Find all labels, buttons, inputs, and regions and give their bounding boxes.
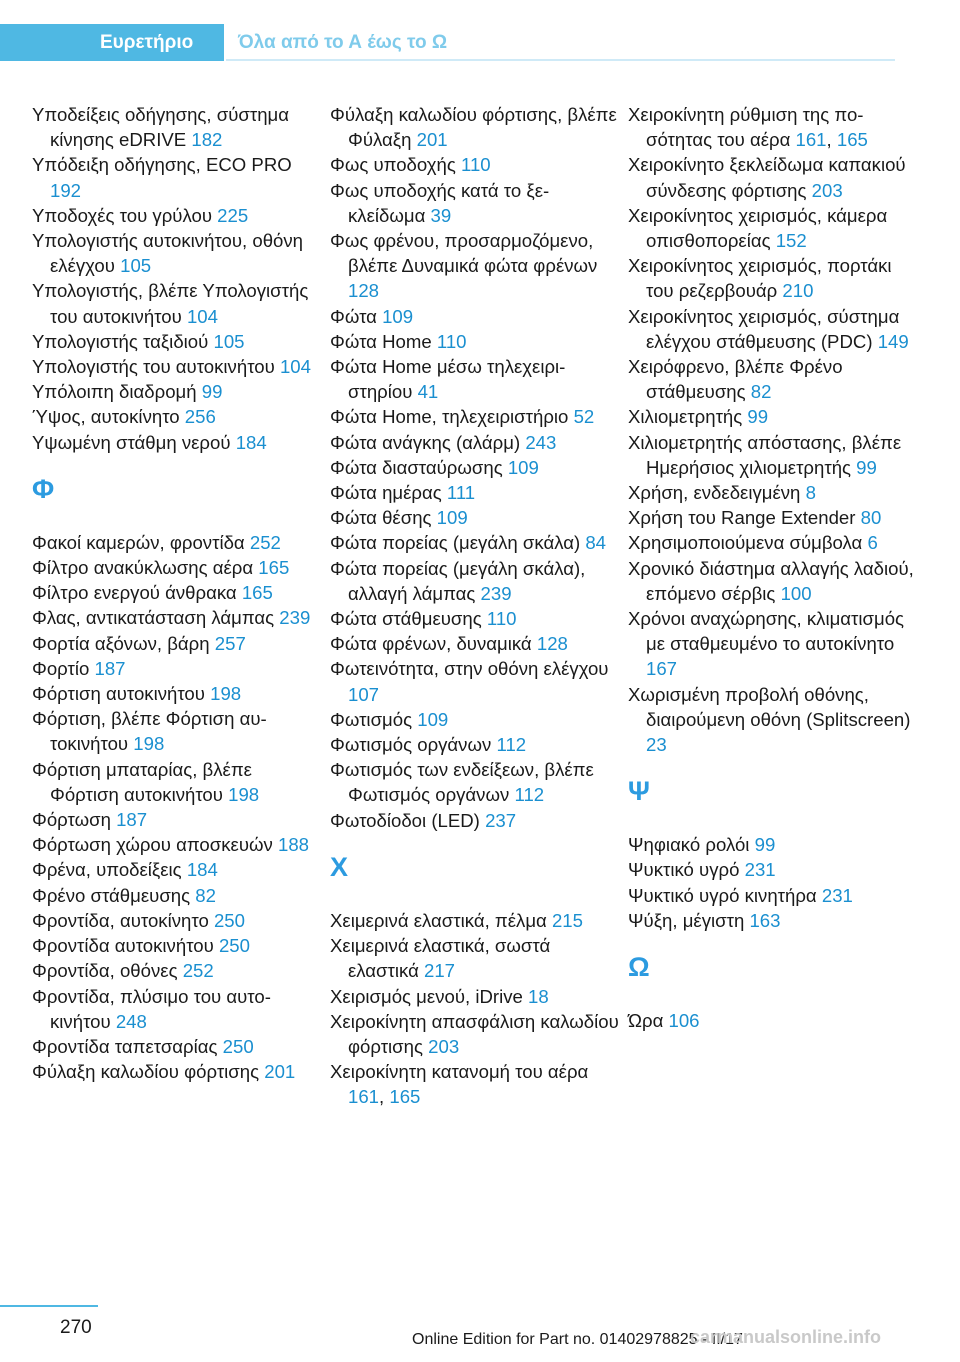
index-entry [32, 530, 322, 555]
index-entry [32, 1034, 322, 1059]
index-entry [330, 329, 620, 354]
index-entry [628, 832, 918, 857]
page-reference-link[interactable]: 23 [646, 734, 667, 756]
index-entry-text: Φορτία αξόνων, βάρη [32, 632, 210, 654]
index-entry [32, 631, 322, 656]
index-entry-text: Φωτισμός οργάνων [330, 734, 492, 756]
index-entry [330, 480, 620, 505]
index-entry [330, 606, 620, 631]
page-reference-link[interactable]: 250 [218, 935, 250, 957]
index-column-2 [330, 102, 620, 1110]
page-reference-link[interactable]: 250 [222, 1035, 254, 1057]
index-entry [32, 102, 322, 152]
page-reference-link[interactable]: 99 [747, 406, 769, 428]
page-reference-link[interactable]: 225 [217, 204, 249, 226]
index-entry-text: Χειρόφρενο, βλέπε Φρένο στάθμευσης [628, 356, 843, 403]
index-entry-text: Φώτα Home μέσω τηλεχειριστηρίου [330, 356, 566, 403]
index-entry [32, 228, 322, 278]
index-entry [32, 656, 322, 681]
page-reference-link[interactable]: 198 [133, 733, 165, 755]
index-entry-text: Υποδείξεις οδήγησης, σύστημα κίνησης eDRIVE [32, 104, 289, 151]
index-entry: Χειροκίνητη ρύθμιση της ποσότητας του αέρα 161, 165 [628, 104, 868, 151]
index-entry [32, 908, 322, 933]
index-entry-text: Φως υποδοχής [330, 154, 456, 176]
index-entry-text: Φίλτρο ενεργού άνθρακα [32, 582, 237, 604]
page-reference-link[interactable]: 106 [668, 1010, 700, 1032]
index-entry-text: Φώτα θέσης [330, 507, 432, 529]
index-entry [32, 857, 322, 882]
page-reference-link[interactable]: 167 [646, 658, 678, 680]
index-entry [32, 681, 322, 706]
page-reference-link[interactable]: 198 [228, 783, 260, 805]
index-entry [628, 556, 918, 606]
index-entry-text: Φροντίδα, πλύσιμο του αυτοκινήτου [32, 985, 271, 1032]
index-entry [32, 152, 322, 202]
index-entry [330, 656, 620, 706]
index-entry [32, 832, 322, 857]
index-entry-text: Φώτα φρένων, δυναμικά [330, 633, 532, 655]
index-entry [32, 354, 322, 379]
page-reference-link[interactable]: 84 [585, 532, 607, 554]
page-reference-link[interactable]: 105 [213, 330, 245, 352]
index-entry [628, 304, 918, 354]
index-entry: Χειροκίνητη κατανομή του αέρα 161, 165 [330, 1061, 589, 1108]
index-entry-text: Χειροκίνητη απασφάλιση καλωδίου φόρτισης [330, 1010, 619, 1057]
index-entry [32, 555, 322, 580]
index-entry [330, 933, 620, 983]
page-reference-link[interactable]: 203 [428, 1035, 460, 1057]
index-entry [330, 178, 620, 228]
index-entry [628, 857, 918, 882]
page-reference-link[interactable]: 182 [191, 129, 223, 151]
index-entry [628, 606, 918, 682]
page-reference-link[interactable]: 184 [235, 431, 267, 453]
page-reference-link[interactable]: 215 [551, 909, 583, 931]
index-entry [628, 682, 918, 758]
index-entry-text: Φώτα διασταύρωσης [330, 456, 503, 478]
page-reference-link[interactable]: 82 [195, 884, 216, 906]
page-reference-link[interactable]: 128 [536, 633, 568, 655]
index-entry-text: Φώτα πορείας (μεγάλη σκάλα), αλλαγή λάμπας [330, 557, 586, 604]
page-reference-link[interactable]: 107 [348, 683, 380, 705]
index-entry-text: Υπολογιστής του αυτοκινήτου [32, 356, 275, 378]
edition-note: Online Edition for Part no. 01402978825 - II/17 [412, 1331, 743, 1348]
page-reference-link[interactable]: 256 [184, 406, 216, 428]
page-reference-link[interactable]: 201 [264, 1061, 296, 1083]
header-subtitle-tab[interactable] [226, 24, 895, 61]
index-entry [32, 379, 322, 404]
page-reference-link[interactable]: 39 [430, 204, 452, 226]
index-entry-text: Φροντίδα αυτοκινήτου [32, 935, 214, 957]
page-reference-link[interactable]: 163 [749, 909, 781, 931]
index-entry [330, 757, 620, 807]
page-reference-link[interactable]: 104 [186, 305, 218, 327]
index-entry [32, 404, 322, 429]
index-entry [32, 329, 322, 354]
page-reference-link[interactable]: 112 [496, 734, 527, 756]
page-reference-link[interactable]: 105 [120, 255, 152, 277]
index-entry-text: Φώτα Home [330, 330, 432, 352]
index-entry-text: Ψυκτικό υγρό κινητήρα [628, 884, 817, 906]
index-entry [32, 278, 322, 328]
index-entry-text: Χρόνοι αναχώρησης, κλιματισμός με σταθμευμένο το αυτοκίνητο [628, 608, 905, 655]
index-entry [330, 354, 620, 404]
index-entry-text: Ώρα [628, 1010, 664, 1032]
page-reference-link[interactable]: 243 [525, 431, 557, 453]
index-entry-text: Φροντίδα, οθόνες [32, 960, 178, 982]
page-reference-link[interactable]: 110 [486, 608, 517, 630]
index-entry [628, 908, 918, 933]
index-entry [628, 530, 918, 555]
index-entry-text: Υπόδειξη οδήγησης, ECO PRO [32, 154, 292, 176]
index-entry-text: Χειροκίνητη κατανομή του αέρα [330, 1061, 589, 1083]
index-entry [32, 757, 322, 807]
page-reference-link[interactable]: 41 [417, 381, 439, 403]
index-entry [330, 908, 620, 933]
index-entry [628, 1008, 918, 1033]
index-entry [330, 732, 620, 757]
index-entry [628, 883, 918, 908]
index-column-1 [32, 102, 322, 1084]
index-entry-text: Φύλαξη καλωδίου φόρτισης, βλέπε Φύλαξη [330, 104, 617, 151]
index-entry-text: Χρησιμοποιούμενα σύμβολα [628, 532, 863, 554]
page-reference-link[interactable]: 165 [258, 557, 290, 579]
index-letter-heading: Χ [330, 851, 349, 882]
index-entry [628, 480, 918, 505]
index-entry [628, 253, 918, 303]
page-number: 270 [60, 1317, 92, 1338]
index-entry-text: Φροντίδα ταπετσαρίας [32, 1035, 218, 1057]
page-reference-link[interactable]: 203 [811, 179, 843, 201]
page-reference-link[interactable]: 231 [821, 884, 853, 906]
index-entry [628, 354, 918, 404]
page-reference-link[interactable]: 257 [214, 632, 246, 654]
page-reference-link[interactable]: 187 [94, 657, 126, 679]
page-reference-link[interactable]: 161 [348, 1086, 380, 1108]
index-letter-heading: Ψ [628, 776, 650, 807]
index-entry-text: Φόρτωση χώρου αποσκευών [32, 834, 273, 856]
index-entry-text: Φώτα Home, τηλεχειριστήριο [330, 406, 569, 428]
page-reference-link[interactable]: 82 [750, 381, 772, 403]
page-reference-link[interactable]: 109 [382, 305, 414, 327]
page-reference-link[interactable]: 104 [279, 356, 311, 378]
page-reference-link[interactable]: 165 [389, 1086, 421, 1108]
index-entry-text: Φίλτρο ανακύκλωσης αέρα [32, 557, 254, 579]
page-reference-link[interactable]: 109 [507, 456, 539, 478]
index-entry-text: Φώτα πορείας (μεγάλη σκάλα) [330, 532, 581, 554]
page-reference-link[interactable]: 110 [460, 154, 491, 176]
page-reference-link[interactable]: 99 [201, 381, 223, 403]
page-reference-link[interactable]: 165 [241, 582, 273, 604]
index-entry [330, 631, 620, 656]
index-entry-text: Φροντίδα, αυτοκίνητο [32, 909, 209, 931]
page-reference-link[interactable]: 184 [186, 859, 218, 881]
index-entry-text: Χρήση του Range Extender [628, 507, 856, 529]
index-entry-text: Χιλιομετρητής απόστασης, βλέπε Ημερήσιος χιλιομετρητής [628, 431, 902, 478]
index-letter-heading: Φ [32, 473, 55, 504]
index-entry-text: Ψηφιακό ρολόι [628, 834, 750, 856]
index-entry-text: Υπόλοιπη διαδρομή [32, 381, 197, 403]
page-reference-link[interactable]: 109 [417, 708, 449, 730]
index-entry [628, 203, 918, 253]
index-entry-text: Φώτα ημέρας [330, 482, 442, 504]
index-entry-text: Χρήση, ενδεδειγμένη [628, 482, 801, 504]
index-entry-text: Φωτισμός των ενδείξεων, βλέπε Φωτισμός οργάνων [330, 759, 594, 806]
footer-accent-line [0, 1305, 98, 1307]
page-reference-link[interactable]: 6 [867, 532, 878, 554]
page-reference-link[interactable]: 52 [573, 406, 595, 428]
index-entry [628, 404, 918, 429]
index-entry [330, 505, 620, 530]
page-reference-link[interactable]: 239 [480, 582, 512, 604]
index-entry [32, 883, 322, 908]
page-reference-link[interactable]: 112 [514, 784, 545, 806]
index-entry-text: Χειροκίνητος χειρισμός, σύστημα ελέγχου στάθμευσης (PDC) [628, 305, 900, 352]
index-entry-text: Φόρτιση αυτοκινήτου [32, 683, 205, 705]
index-entry-text: Φακοί καμερών, φροντίδα [32, 531, 245, 553]
page-reference-link[interactable]: 109 [436, 507, 468, 529]
page-reference-link[interactable]: 231 [744, 859, 776, 881]
index-entry [330, 530, 620, 555]
index-entry-text: Φως φρένου, προσαρμοζόμενο, βλέπε Δυναμικά φώτα φρένων [330, 230, 598, 277]
page-reference-link[interactable]: 99 [754, 834, 776, 856]
index-entry [330, 404, 620, 429]
index-entry-text: Ψυκτικό υγρό [628, 859, 740, 881]
index-entry [628, 430, 918, 480]
index-entry [32, 984, 322, 1034]
page-reference-link[interactable]: 8 [805, 482, 816, 504]
page-reference-link[interactable]: 100 [780, 582, 812, 604]
index-entry [330, 455, 620, 480]
header-section-label: Ευρετήριο [100, 32, 194, 53]
page-reference-link[interactable]: 161 [795, 129, 827, 151]
page-reference-link[interactable]: 128 [348, 280, 380, 302]
page-reference-link[interactable]: 198 [210, 683, 242, 705]
index-entry [330, 707, 620, 732]
index-entry [628, 505, 918, 530]
index-letter-heading: Ω [628, 952, 650, 983]
index-entry-text: Χρονικό διάστημα αλλαγής λαδιού, επόμενο σέρβις [628, 557, 914, 604]
page-reference-link[interactable]: 201 [416, 129, 448, 151]
page-reference-link[interactable]: 250 [213, 909, 245, 931]
index-entry-text: Χειροκίνητο ξεκλείδωμα καπακιού σύνδεσης φόρτισης [628, 154, 906, 201]
page-reference-link[interactable]: 210 [782, 280, 814, 302]
index-entry [330, 808, 620, 833]
index-entry-text: Φόρτιση, βλέπε Φόρτιση αυτοκινήτου [32, 708, 267, 755]
index-entry-text: Φορτίο [32, 657, 90, 679]
index-entry-text: Φόρτωση [32, 809, 111, 831]
index-entry [330, 984, 620, 1009]
index-entry-text: Χειρισμός μενού, iDrive [330, 985, 523, 1007]
index-entry-text: Φώτα ανάγκης (αλάρμ) [330, 431, 521, 453]
index-entry [628, 152, 918, 202]
index-entry-text: Φύλαξη καλωδίου φόρτισης [32, 1061, 260, 1083]
index-entry [32, 605, 322, 630]
index-entry-text: Φρένα, υποδείξεις [32, 859, 182, 881]
index-entry [330, 1009, 620, 1059]
page-reference-link[interactable]: 252 [182, 960, 214, 982]
index-entry-text: Φωτεινότητα, στην οθόνη ελέγχου [330, 658, 609, 680]
index-entry [330, 102, 620, 152]
index-entry [32, 958, 322, 983]
index-entry-text: Υπολογιστής ταξιδιού [32, 330, 209, 352]
index-entry [32, 706, 322, 756]
index-entry [32, 203, 322, 228]
index-entry-text: Υψωμένη στάθμη νερού [32, 431, 231, 453]
index-entry-text: Φωτισμός [330, 708, 413, 730]
index-entry-text: Φόρτιση μπαταρίας, βλέπε Φόρτιση αυτοκινήτου [32, 758, 252, 805]
index-entry-text: Υπολογιστής αυτοκινήτου, οθόνη ελέγχου [32, 230, 304, 277]
index-entry [330, 304, 620, 329]
page-reference-link[interactable]: 111 [446, 482, 476, 504]
index-entry-text: Ψύξη, μέγιστη [628, 909, 745, 931]
page-reference-link[interactable]: 192 [50, 179, 82, 201]
page-reference-link[interactable]: 237 [485, 809, 517, 831]
index-entry-text: Χειροκίνητη ρύθμιση της ποσότητας του αέρα [628, 104, 864, 151]
index-entry-text: Χωρισμένη προβολή οθόνης, διαιρούμενη οθόνη (Splitscreen) [628, 683, 911, 730]
header-subtitle-label: Όλα από το Α έως το Ω [238, 32, 448, 53]
page-reference-link[interactable]: 187 [116, 809, 148, 831]
page-reference-link[interactable]: 18 [528, 985, 549, 1007]
index-entry-text: Φώτα [330, 305, 377, 327]
watermark: carmanualsonline.info [690, 1327, 882, 1347]
page-reference-link[interactable]: 110 [436, 330, 467, 352]
page-reference-link[interactable]: 188 [277, 834, 310, 856]
index-entry-text: Χειροκίνητος χειρισμός, πορτάκι του ρεζερβουάρ [628, 255, 892, 302]
index-entry [330, 556, 620, 606]
header-section-tab[interactable] [0, 24, 224, 61]
index-entry [32, 430, 322, 455]
index-entry-text: Φρένο στάθμευσης [32, 884, 191, 906]
page-reference-link[interactable]: 152 [775, 230, 807, 252]
page-reference-link[interactable]: 217 [424, 960, 456, 982]
index-entry [330, 430, 620, 455]
index-entry-text: Χειροκίνητος χειρισμός, κάμερα οπισθοπορείας [628, 204, 888, 252]
index-entry-text: Χιλιομετρητής [628, 406, 743, 428]
index-entry-text: Φωτοδίοδοι (LED) [330, 809, 480, 831]
page-reference-link[interactable]: 248 [115, 1010, 147, 1032]
index-entry-text: Υπολογιστής, βλέπε Υπολογιστής του αυτοκινήτου [32, 280, 309, 327]
index-entry [32, 807, 322, 832]
page-reference-link[interactable]: 239 [279, 607, 311, 629]
index-entry [32, 1059, 322, 1084]
index-entry-text: Φώτα στάθμευσης [330, 608, 482, 630]
page-reference-link[interactable]: 252 [249, 531, 281, 553]
index-column-3 [628, 102, 918, 1033]
page-reference-link[interactable]: 80 [860, 507, 882, 529]
page-reference-link[interactable]: 165 [836, 129, 868, 151]
page-reference-link[interactable]: 99 [856, 456, 877, 478]
index-entry-text: Φλας, αντικατάσταση λάμπας [32, 607, 275, 629]
page-reference-link[interactable]: 149 [877, 330, 909, 352]
index-entry [32, 933, 322, 958]
index-entry-text: Χειμερινά ελαστικά, πέλμα [330, 909, 547, 931]
index-entry-text: Ύψος, αυτοκίνητο [32, 406, 180, 428]
page-header [0, 24, 895, 61]
index-entry-text: Υποδοχές του γρύλου [32, 204, 212, 226]
index-entry-text: Χειμερινά ελαστικά, σωστά ελαστικά [330, 935, 551, 982]
index-entry [330, 228, 620, 304]
index-entry [32, 580, 322, 605]
index-entry [330, 152, 620, 177]
index-entry-text: Φως υποδοχής κατά το ξεκλείδωμα [330, 179, 550, 226]
